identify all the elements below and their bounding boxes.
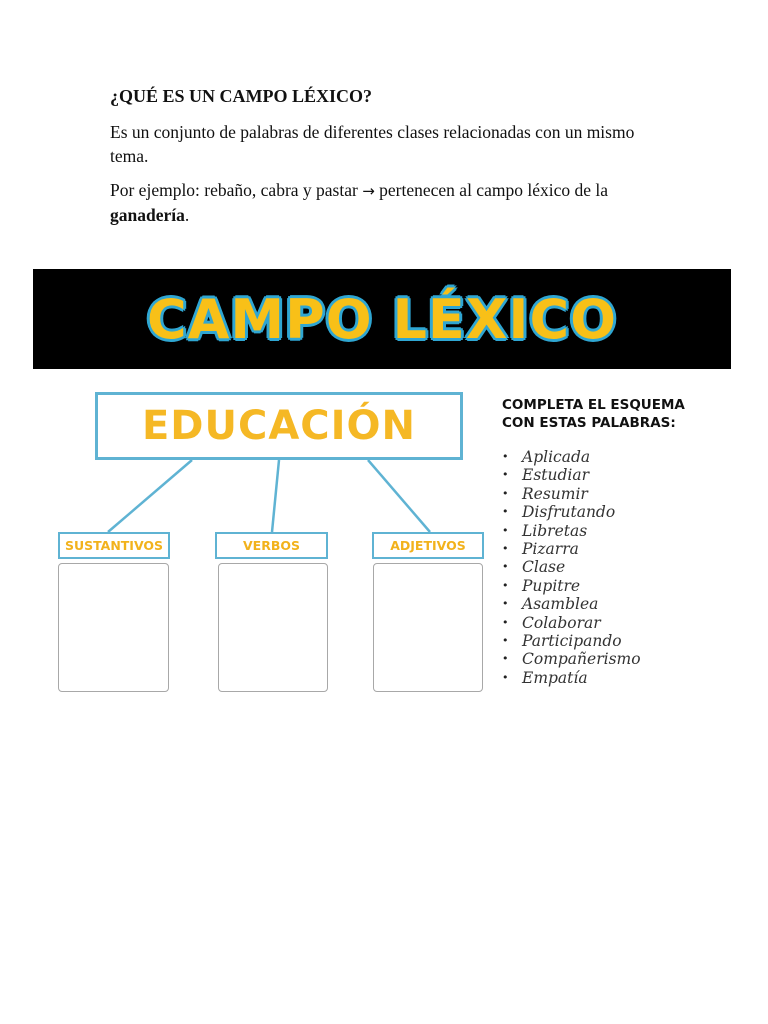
list-item bbox=[502, 503, 641, 521]
bullet-icon: • bbox=[502, 468, 509, 482]
example-prefix: Por ejemplo: rebaño, cabra y pastar bbox=[110, 180, 358, 200]
word-label: Resumir bbox=[522, 484, 588, 503]
word-label: Participando bbox=[522, 631, 622, 650]
example-end: . bbox=[184, 205, 190, 225]
word-label: Clase bbox=[522, 558, 566, 577]
word-label: Pizarra bbox=[522, 539, 579, 558]
bullet-icon: • bbox=[502, 652, 509, 666]
word-label: Disfrutando bbox=[522, 503, 616, 522]
bullet-icon: • bbox=[502, 541, 509, 555]
bullet-icon: • bbox=[502, 597, 509, 611]
instruction-line-2: CON ESTAS PALABRAS: bbox=[502, 415, 676, 431]
bullet-icon: • bbox=[502, 505, 509, 519]
topic-box bbox=[95, 392, 463, 460]
category-label-verbos: VERBOS bbox=[215, 532, 328, 559]
list-item bbox=[502, 595, 641, 613]
category-label-adjetivos: ADJETIVOS bbox=[372, 532, 484, 559]
instructions bbox=[502, 396, 702, 432]
bullet-icon: • bbox=[502, 450, 509, 463]
word-label: Compañerismo bbox=[522, 650, 641, 669]
answer-box-sustantivos[interactable] bbox=[58, 563, 169, 692]
example-bold-term: ganadería bbox=[110, 205, 185, 225]
connector-line-verbos bbox=[272, 460, 279, 532]
list-item bbox=[502, 650, 641, 668]
word-label: Libretas bbox=[522, 521, 588, 540]
answer-box-verbos[interactable] bbox=[218, 563, 328, 692]
list-item bbox=[502, 632, 641, 650]
bullet-icon: • bbox=[502, 578, 509, 592]
bullet-icon: • bbox=[502, 560, 509, 574]
word-list bbox=[502, 448, 641, 687]
instruction-line-1: COMPLETA EL ESQUEMA bbox=[502, 397, 685, 413]
example-middle: pertenecen al campo léxico de la bbox=[379, 180, 608, 200]
bullet-icon: • bbox=[502, 523, 509, 537]
connector-line-adjetivos bbox=[368, 460, 430, 532]
answer-box-adjetivos[interactable] bbox=[373, 563, 483, 692]
list-item bbox=[502, 669, 641, 687]
word-label: Pupitre bbox=[522, 576, 581, 595]
list-item bbox=[502, 485, 641, 503]
bullet-icon: • bbox=[502, 670, 509, 684]
word-label: Estudiar bbox=[522, 466, 590, 485]
list-item bbox=[502, 558, 641, 576]
bullet-icon: • bbox=[502, 486, 509, 500]
category-label-sustantivos: SUSTANTIVOS bbox=[58, 532, 170, 559]
list-item bbox=[502, 614, 641, 632]
list-item bbox=[502, 540, 641, 558]
word-label: Colaborar bbox=[522, 613, 601, 632]
word-label: Aplicada bbox=[522, 448, 591, 466]
arrow-right-icon: → bbox=[362, 182, 375, 200]
word-label: Empatía bbox=[522, 668, 588, 687]
list-item bbox=[502, 448, 641, 466]
list-item bbox=[502, 466, 641, 484]
list-item bbox=[502, 577, 641, 595]
page-heading: ¿QUÉ ES UN CAMPO LÉXICO? bbox=[110, 86, 373, 106]
definition-paragraph: Es un conjunto de palabras de diferentes clases relacionadas con un mismo tema. bbox=[110, 122, 635, 166]
topic-title: EDUCACIÓN bbox=[141, 403, 417, 449]
bullet-icon: • bbox=[502, 633, 509, 647]
banner-title: CAMPO LÉXICO bbox=[147, 287, 617, 351]
connector-line-sustantivos bbox=[108, 460, 192, 532]
list-item bbox=[502, 522, 641, 540]
bullet-icon: • bbox=[502, 615, 509, 629]
word-label: Asamblea bbox=[522, 595, 599, 614]
